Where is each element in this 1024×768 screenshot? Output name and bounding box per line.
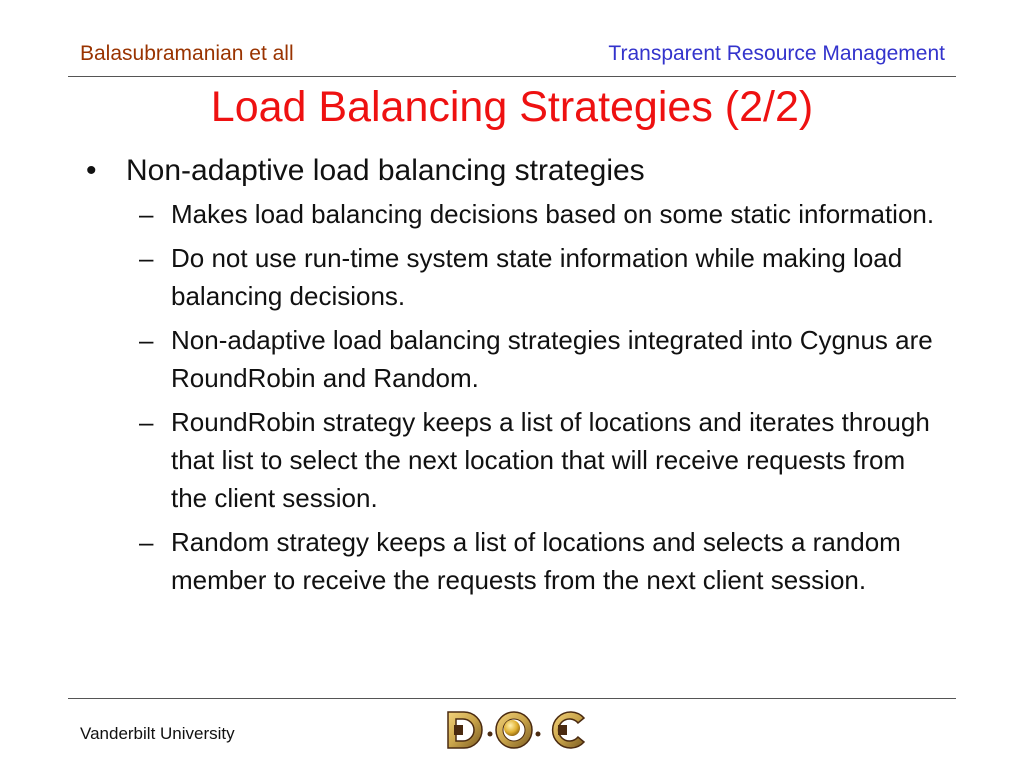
bullet-marker: • — [86, 154, 97, 187]
sub-bullet-marker: – — [139, 243, 154, 273]
sub-bullet-text: Makes load balancing decisions based on some static information. — [171, 199, 935, 229]
slide-content — [86, 152, 946, 605]
slide-title: Load Balancing Strategies (2/2) — [210, 83, 814, 131]
sub-bullet-marker: – — [139, 407, 154, 437]
header-right: Transparent Resource Management — [608, 42, 945, 65]
header-rule — [68, 76, 956, 77]
sub-bullet-marker: – — [139, 199, 154, 229]
sub-bullet-text: Non-adaptive load balancing strategies integrated into Cygnus are RoundRobin and Random. — [171, 325, 933, 393]
sub-bullet-item — [86, 403, 946, 517]
sub-bullet-text: Do not use run-time system state information while making load balancing decisions. — [171, 243, 903, 311]
sub-bullet-item — [86, 321, 946, 397]
sub-bullet-text: Random strategy keeps a list of locations and selects a random member to receive the requests from the next client session. — [171, 527, 901, 595]
sub-bullet-item — [86, 523, 946, 599]
bullet-text: Non-adaptive load balancing strategies — [126, 154, 645, 187]
sub-bullet-marker: – — [139, 527, 154, 557]
logo-letter-d — [448, 712, 482, 748]
logo-small-p — [558, 725, 567, 735]
sub-bullet-text: RoundRobin strategy keeps a list of locations and iterates through that list to select the next location that will receive requests from the client session. — [171, 407, 930, 513]
logo-small-g — [454, 725, 463, 735]
sub-bullet-marker: – — [139, 325, 154, 355]
sub-bullet-item — [86, 239, 946, 315]
sub-bullet-item — [86, 195, 946, 233]
header-left: Balasubramanian et all — [80, 42, 294, 65]
footer-rule — [68, 698, 956, 699]
bullet-item — [86, 152, 946, 190]
footer-left: Vanderbilt University — [80, 724, 235, 743]
doc-group-logo-icon — [446, 708, 588, 752]
logo-letter-c — [553, 712, 584, 748]
